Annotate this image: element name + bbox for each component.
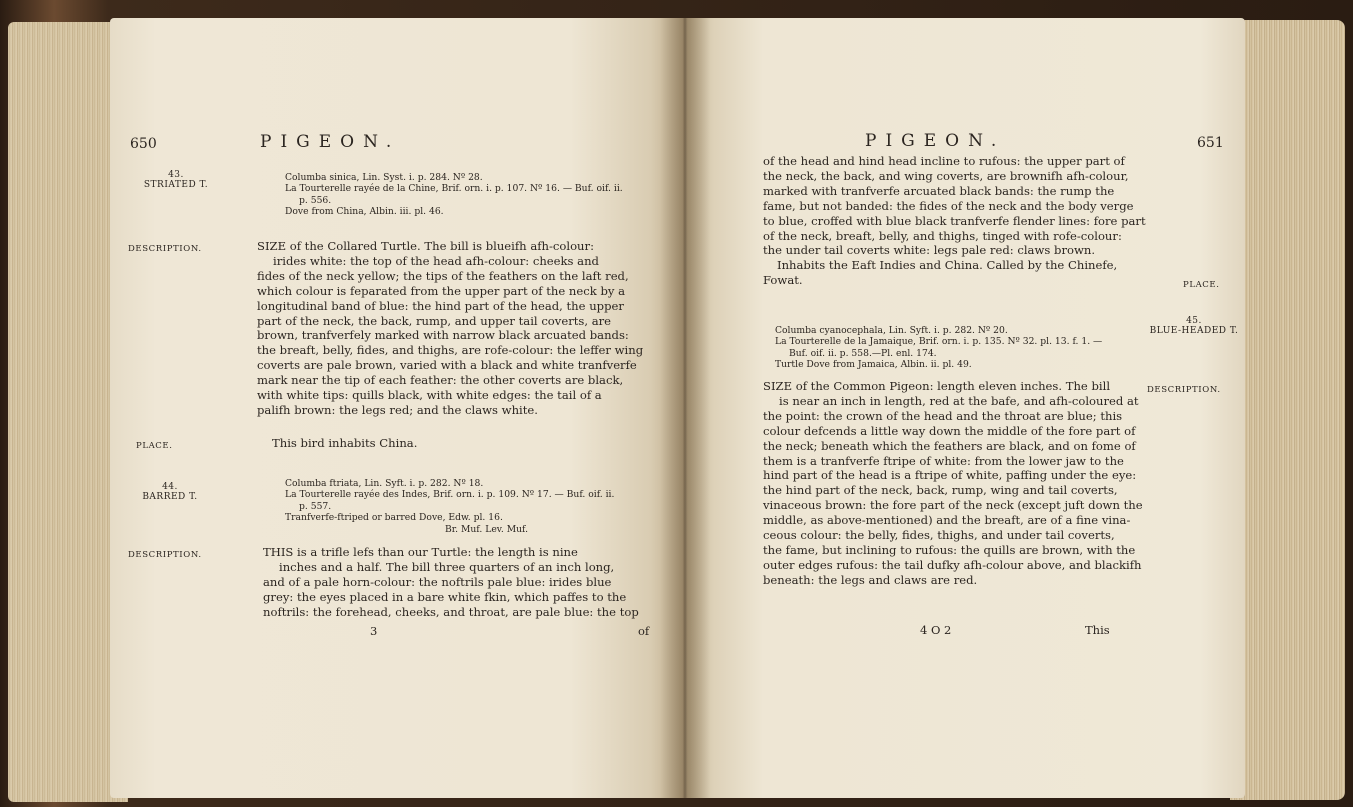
right-page-edges — [1230, 20, 1345, 800]
text-line: them is a tranfverfe ftripe of white: from the lower jaw to the — [763, 453, 1124, 468]
place-label: PLACE. — [136, 441, 173, 451]
synonymy-block — [285, 478, 614, 535]
text-line: the neck; beneath which the feathers are black, and on fome of — [763, 438, 1136, 453]
place-text: This bird inhabits China. — [272, 436, 418, 450]
synonym-line: Columba sinica, Lin. Syst. i. p. 284. Nº 28. — [285, 172, 483, 183]
species-entry-44 — [120, 482, 220, 502]
species-entry-45 — [1145, 316, 1243, 336]
text-line: fame, but not banded: the fides of the neck and the body verge — [763, 198, 1134, 213]
text-line: SIZE of the Collared Turtle. The bill is blueifh afh-colour: — [257, 239, 594, 253]
text-line: the fame, but inclining to rufous: the quills are brown, with the — [763, 542, 1136, 557]
description-text — [263, 545, 639, 620]
text-line: the neck, the back, and wing coverts, are brownifh afh-colour, — [763, 168, 1129, 183]
description-label: DESCRIPTION. — [1147, 385, 1221, 395]
text-line: with white tips: quills black, with white edges: the tail of a — [257, 388, 602, 403]
synonym-line: Columba cyanocephala, Lin. Syft. i. p. 282. Nº 20. — [775, 325, 1008, 336]
text-line: THIS is a trifle lefs than our Turtle: the length is nine — [263, 545, 578, 559]
text-line: of the head and hind head incline to rufous: the upper part of — [763, 154, 1125, 168]
catchword: of — [638, 624, 650, 638]
text-line: grey: the eyes placed in a bare white fkin, which paffes to the — [263, 589, 627, 604]
text-line: mark near the tip of each feather: the other coverts are black, — [257, 373, 624, 388]
synonym-line: Columba ftriata, Lin. Syft. i. p. 282. Nº 18. — [285, 478, 484, 489]
text-line: part of the neck, the back, rump, and upper tail coverts, are — [257, 313, 612, 328]
text-line: outer edges rufous: the tail dufky afh-colour above, and blackifh — [763, 557, 1142, 572]
text-line: which colour is feparated from the upper part of the neck by a — [257, 283, 626, 298]
species-name: BLUE-HEADED T. — [1149, 326, 1239, 336]
species-name: STRIATED T. — [143, 180, 209, 190]
left-page — [110, 18, 685, 798]
continued-description — [763, 154, 1146, 288]
text-line: Inhabits the Eaft Indies and China. Called by the Chinefe, — [777, 258, 1118, 273]
text-line: coverts are pale brown, varied with a black and white tranfverfe — [257, 358, 637, 373]
text-line: marked with tranfverfe arcuated black bands: the rump the — [763, 183, 1115, 198]
text-line: the under tail coverts white: legs pale red: claws brown. — [763, 243, 1096, 258]
text-line: inches and a half. The bill three quarters of an inch long, — [279, 559, 615, 574]
text-line: and of a pale horn-colour: the noftrils pale blue: irides blue — [263, 574, 612, 589]
text-line: fides of the neck yellow; the tips of the feathers on the laft red, — [257, 268, 629, 283]
text-line: colour defcends a little way down the middle of the fore part of — [763, 423, 1136, 438]
species-entry-43 — [126, 170, 226, 190]
text-line: SIZE of the Common Pigeon: length eleven inches. The bill — [763, 379, 1111, 393]
book-gutter — [660, 18, 710, 798]
signature-mark: 3 — [370, 624, 378, 638]
text-line: irides white: the top of the head afh-colour: cheeks and — [273, 253, 599, 268]
synonym-line: p. 557. — [299, 500, 332, 512]
running-head: PIGEON. — [260, 132, 401, 152]
species-name: BARRED T. — [142, 492, 198, 502]
catchword: This — [1085, 623, 1110, 637]
species-number: 43. — [168, 170, 184, 180]
page-number: 651 — [1197, 135, 1224, 151]
text-line: the point: the crown of the head and the throat are blue; this — [763, 408, 1123, 423]
running-head: PIGEON. — [865, 131, 1006, 151]
signature-mark: 4 O 2 — [920, 623, 952, 637]
text-line: beneath: the legs and claws are red. — [763, 572, 978, 587]
text-line: hind part of the head is a ftripe of white, paffing under the eye: — [763, 468, 1137, 483]
synonym-line: Br. Muf. Lev. Muf. — [445, 523, 529, 535]
text-line: is near an inch in length, red at the bafe, and afh-coloured at — [779, 393, 1139, 408]
species-number: 44. — [162, 482, 178, 492]
text-line: ceous colour: the belly, fides, thighs, and under tail coverts, — [763, 528, 1115, 543]
synonym-line: Buf. oif. ii. p. 558.—Pl. enl. 174. — [789, 347, 937, 359]
synonym-line: La Tourterelle rayée de la Chine, Brif. orn. i. p. 107. Nº 16. — Buf. oif. ii. — [285, 183, 623, 195]
text-line: palifh brown: the legs red; and the claws white. — [257, 402, 538, 417]
page-number: 650 — [130, 136, 157, 152]
description-label: DESCRIPTION. — [128, 550, 202, 560]
text-line: the breaft, belly, fides, and thighs, are rofe-colour: the leffer wing — [257, 343, 644, 358]
text-line: of the neck, breaft, belly, and thighs, tinged with rofe-colour: — [763, 228, 1122, 243]
synonym-line: Tranfverfe-ftriped or barred Dove, Edw. pl. 16. — [285, 512, 503, 524]
text-line: longitudinal band of blue: the hind part of the head, the upper — [257, 298, 624, 313]
synonym-line: Turtle Dove from Jamaica, Albin. ii. pl. 49. — [775, 359, 972, 371]
text-line: brown, tranfverfely marked with narrow black arcuated bands: — [257, 328, 629, 343]
synonym-line: La Tourterelle rayée des Indes, Brif. orn. i. p. 109. Nº 17. — Buf. oif. ii. — [285, 489, 615, 501]
description-text — [763, 379, 1143, 588]
place-label: PLACE. — [1183, 280, 1220, 290]
text-line: vinaceous brown: the fore part of the neck (except juft down the — [763, 498, 1143, 513]
text-line: the hind part of the neck, back, rump, wing and tail coverts, — [763, 483, 1118, 498]
description-label: DESCRIPTION. — [128, 244, 202, 254]
text-line: noftrils: the forehead, cheeks, and throat, are pale blue: the top — [263, 604, 639, 619]
right-page — [685, 18, 1245, 798]
synonym-line: La Tourterelle de la Jamaique, Brif. orn. i. p. 135. Nº 32. pl. 13. f. 1. — — [775, 336, 1103, 348]
text-line: middle, as above-mentioned) and the breaft, are of a fine vina- — [763, 513, 1131, 528]
text-line: Fowat. — [763, 273, 803, 288]
description-text — [257, 239, 643, 418]
synonym-line: p. 556. — [299, 194, 332, 206]
text-line: to blue, croffed with blue black tranfverfe flender lines: fore part — [763, 213, 1146, 228]
synonymy-block — [285, 172, 623, 218]
species-number: 45. — [1186, 316, 1202, 326]
synonymy-block — [775, 325, 1102, 371]
synonym-line: Dove from China, Albin. iii. pl. 46. — [285, 206, 444, 218]
